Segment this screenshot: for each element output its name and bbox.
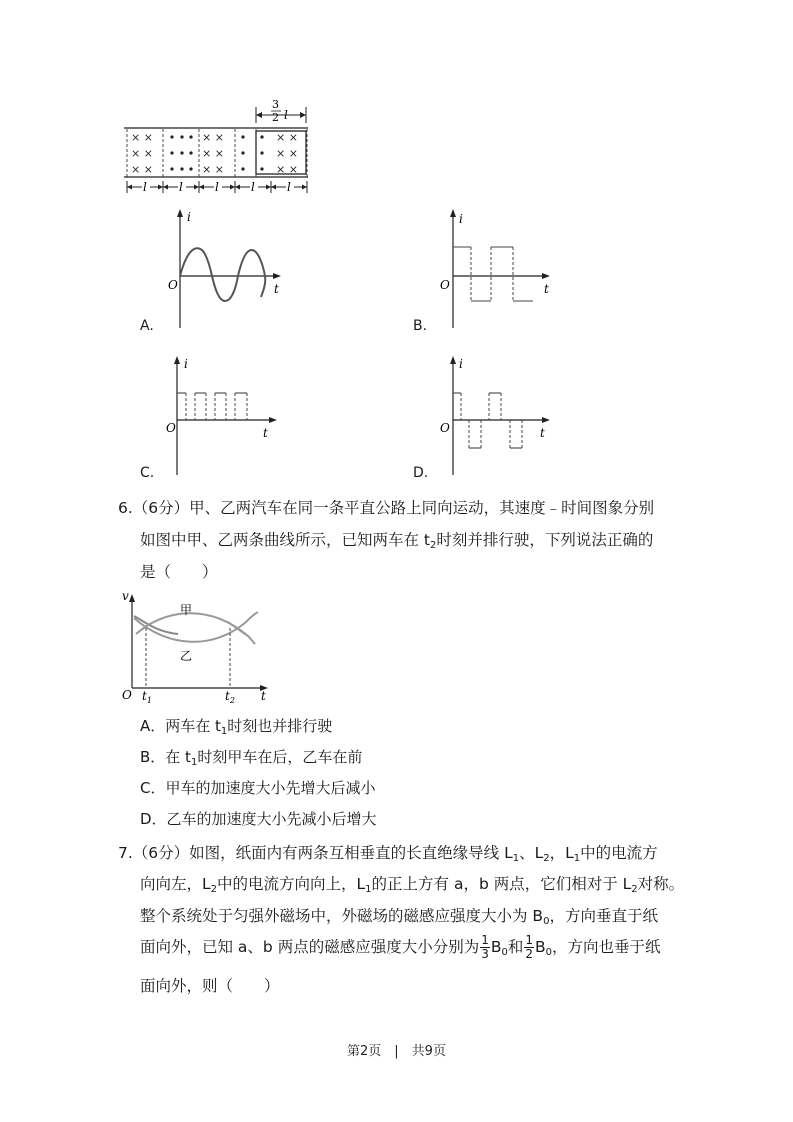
axis-i-label: i (187, 210, 191, 224)
axis-v-label: v (122, 589, 129, 603)
axis-i-label: i (459, 212, 463, 226)
q7-line-3: 整个系统处于匀强外磁场中，外磁场的磁感应强度大小为 $B_0$，方向垂直于纸 (140, 907, 658, 927)
svg-text:× ×: × × (276, 147, 298, 160)
axis-t-label: t (263, 426, 268, 440)
axis-t-label: t (261, 689, 266, 703)
svg-text:× ×: × × (276, 131, 298, 144)
origin-label: O (166, 421, 176, 435)
option-d-label[interactable]: D. (413, 465, 429, 481)
curve-yi-label: 乙 (180, 649, 193, 663)
axis-t-label: t (544, 282, 549, 296)
axis-i-label: i (459, 357, 463, 371)
t1-label: $t_1$ (142, 689, 152, 705)
dim-num: 3 (272, 98, 279, 111)
q6-line-1: 6.（6分）甲、乙两汽车在同一条平直公路上同向运动，其速度﹣时间图象分别 (118, 499, 655, 517)
axis-i-label: i (184, 357, 188, 371)
svg-text:× ×: × × (131, 131, 153, 144)
q7-line-5: 面向外，则（ ） (140, 977, 280, 995)
graph-option-d (408, 352, 558, 482)
q6-option-c[interactable]: C．甲车的加速度大小先增大后减小 (140, 779, 376, 797)
q7-line-2: 向向左，$L_2$中的电流方向向上，$L_1$的正上方有 a，b 两点，它们相对于 $L_2$对称。 (140, 875, 685, 895)
dim-den: 2 (272, 111, 279, 124)
graph-option-a (135, 205, 285, 335)
q7-line-1: 7.（6分）如图，纸面内有两条互相垂直的长直绝缘导线 $L_1$、$L_2$，$L_1$中的电流方 (118, 844, 658, 864)
option-b-label[interactable]: B. (413, 318, 428, 334)
svg-text:× ×: × × (202, 147, 224, 160)
origin-label: O (168, 278, 178, 292)
origin-label: O (440, 421, 450, 435)
dim-l-1: l (143, 180, 147, 194)
dim-l-3: l (215, 180, 219, 194)
option-c-label[interactable]: C. (140, 465, 155, 481)
fraction-one-third: $\frac{1}{3}$ (481, 933, 489, 961)
q6-option-a[interactable]: A．两车在 $t_1$时刻也并排行驶 (140, 717, 333, 737)
q7-line-4: 面向外，已知 a、b 两点的磁感应强度大小分别为 $\frac{1}{3}$ $B_0$和 $\frac{1}{2}$ $B_0$，方向也垂于纸 (140, 933, 661, 961)
page-footer: 第2页 | 共9页 (347, 1044, 446, 1059)
axis-t-label: t (274, 282, 279, 296)
field-strip-svg (120, 95, 320, 195)
t2-label: $t_2$ (225, 689, 235, 705)
q6-line-2: 如图中甲、乙两条曲线所示，已知两车在 $t_2$时刻并排行驶，下列说法正确的 (140, 531, 654, 551)
origin-label: O (440, 278, 450, 292)
svg-text:× ×: × × (202, 131, 224, 144)
magnetic-field-strip-figure (120, 95, 320, 195)
option-a-label[interactable]: A. (140, 318, 154, 334)
curve-jia-label: 甲 (180, 603, 193, 617)
q6-line-3: 是（ ） (140, 563, 218, 581)
origin-label: O (122, 688, 132, 702)
q6-velocity-time-graph (118, 588, 278, 706)
svg-text:× ×: × × (202, 163, 224, 176)
graph-option-b (408, 205, 558, 335)
dim-l-5: l (287, 180, 291, 194)
curve-yi (134, 618, 246, 642)
fraction-one-half: $\frac{1}{2}$ (525, 933, 534, 961)
q6-option-d[interactable]: D．乙车的加速度大小先减小后增大 (140, 810, 377, 828)
dim-l-2: l (179, 180, 183, 194)
svg-text:× ×: × × (131, 147, 153, 160)
graph-option-c (135, 352, 285, 482)
dim-var: l (284, 108, 288, 122)
axis-t-label: t (540, 426, 545, 440)
dim-l-4: l (251, 180, 255, 194)
q6-option-b[interactable]: B．在 $t_1$时刻甲车在后，乙车在前 (140, 748, 363, 768)
svg-text:× ×: × × (131, 163, 153, 176)
svg-text:× ×: × × (276, 163, 298, 176)
